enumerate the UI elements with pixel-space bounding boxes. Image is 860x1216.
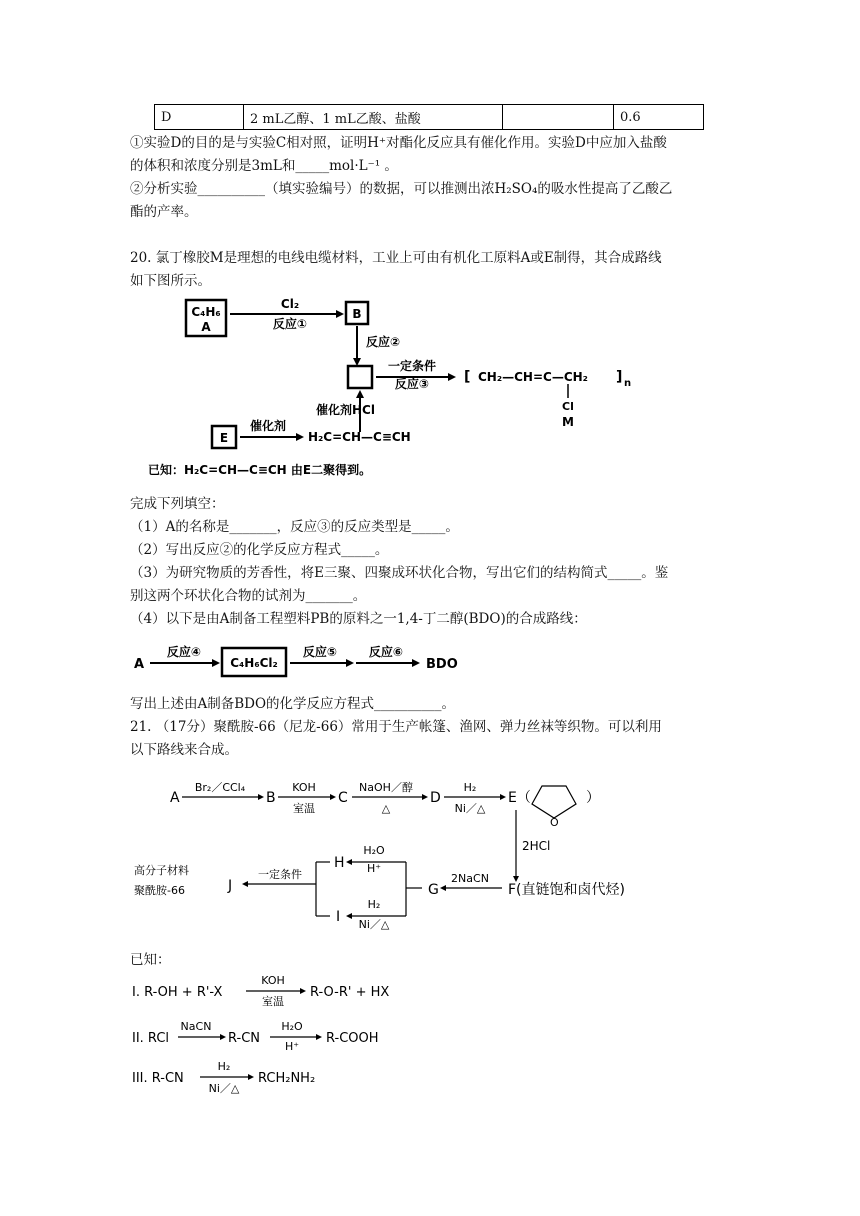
label-d: D [430, 790, 441, 806]
table-row [155, 105, 704, 130]
q21-known: 已知： [130, 952, 171, 968]
condition-label: 一定条件 [387, 359, 437, 373]
reagent-label: 2HCl [522, 839, 551, 853]
condition-label: Ni／△ [208, 1082, 240, 1095]
reaction-label: 反应⑤ [302, 645, 338, 659]
reaction-label: 反应⑥ [368, 645, 404, 659]
condition-label: △ [381, 802, 391, 815]
label-e: E [219, 431, 229, 445]
q20-synthesis-diagram [130, 290, 690, 490]
label-c: C [338, 790, 348, 806]
subscript-n: n [624, 378, 632, 389]
condition-label: 室温 [293, 802, 315, 815]
q20-intro: 20. 氯丁橡胶M是理想的电线电缆材料，工业上可由有机化工原料A或E制得，其合成路线 [130, 250, 662, 266]
reagent-label: 2NaCN [451, 872, 489, 885]
q20-text: 别这两个环状化合物的试剂为_______。 [130, 588, 367, 604]
q20-intro: 如下图所示。 [130, 273, 211, 289]
q21-intro: 21. （17分）聚酰胺-66（尼龙-66）常用于生产帐篷、渔网、弹力丝袜等织物。可以利用 [130, 719, 662, 735]
q20-text: （2）写出反应②的化学反应方程式_____。 [130, 542, 389, 558]
intermediate-formula: C₄H₆Cl₂ [230, 656, 278, 670]
label-a: A [170, 790, 180, 806]
vinylacetylene-formula: H₂C=CH—C≡CH [308, 430, 411, 444]
reaction-product: RCH₂NH₂ [258, 1071, 316, 1086]
diagram-text: ] [616, 369, 623, 385]
label-b: B [266, 790, 276, 806]
condition-label: 室温 [262, 995, 284, 1008]
condition-label: Ni／△ [358, 918, 390, 931]
reagent-label: NaCN [180, 1020, 212, 1033]
q20-text: （1）A的名称是_______，反应③的反应类型是_____。 [130, 519, 459, 535]
label-b: B [352, 307, 362, 321]
reagent-label: KOH [292, 781, 316, 794]
oxygen-label: O [550, 816, 559, 829]
q20-text: （3）为研究物质的芳香性，将E三聚、四聚成环状化合物，写出它们的结构简式_____。鉴 [130, 565, 669, 581]
polymer-formula: CH₂—CH=C—CH₂ [478, 370, 588, 384]
product-label: 高分子材料 [134, 864, 189, 877]
reagent-label: Cl₂ [280, 297, 300, 311]
label-j: J [228, 878, 233, 894]
table-cell [503, 105, 614, 130]
label-h: H [334, 855, 345, 871]
reagent-label: Br₂／CCl₄ [194, 781, 246, 794]
known-reactions [130, 970, 550, 1100]
table-cell: 2 mL乙醇、1 mL乙酸、盐酸 [244, 105, 503, 130]
reaction-label: 反应① [272, 317, 308, 331]
reaction-reactants: III. R-CN [132, 1071, 184, 1086]
formula-a: C₄H₆ [191, 305, 221, 319]
experiment-table [154, 104, 704, 130]
q19-text: ①实验D的目的是与实验C相对照，证明H⁺对酯化反应具有催化作用。实验D中应加入盐酸 [130, 135, 667, 151]
catalyst-label: 催化剂 [249, 419, 287, 433]
reagent-label: H₂O [363, 844, 385, 857]
label-m: M [562, 415, 574, 429]
reagent-label: NaOH／醇 [359, 781, 413, 794]
bracket: ） [586, 790, 600, 806]
chlorine-label: Cl [562, 400, 574, 413]
label-a: A [134, 657, 145, 672]
reagent-label: H₂ [463, 781, 477, 794]
reaction-label: 反应④ [166, 645, 202, 659]
reaction-product: R-COOH [326, 1031, 379, 1046]
q20-text: 写出上述由A制备BDO的化学反应方程式__________。 [130, 696, 456, 712]
label-a: A [201, 320, 211, 334]
table-cell: 0.6 [614, 105, 704, 130]
q19-text: ②分析实验__________（填实验编号）的数据，可以推测出浓H₂SO₄的吸水性提高了乙酸乙 [130, 181, 673, 197]
label-bdo: BDO [426, 657, 458, 672]
reagent-label: H₂ [217, 1060, 231, 1073]
label-f: F(直链饱和卤代烃) [508, 882, 625, 898]
reaction-reactants: I. R-OH + R'-X [132, 985, 223, 1000]
q19-text: 的体积和浓度分别是3mL和_____mol·L⁻¹ 。 [130, 158, 398, 174]
product-label: 聚酰胺-66 [134, 884, 185, 897]
condition-label: Ni／△ [454, 802, 486, 815]
reagent-label: KOH [261, 974, 285, 987]
q19-text: 酯的产率。 [130, 204, 198, 220]
reaction-intermediate: R-CN [228, 1031, 260, 1046]
known-note: 已知：H₂C=CH—C≡CH 由E二聚得到。 [148, 463, 372, 477]
reaction-reactants: II. RCl [132, 1031, 170, 1046]
bdo-route-diagram [130, 632, 490, 682]
condition-label: H⁺ [366, 862, 382, 875]
condition-label: 一定条件 [258, 868, 302, 881]
q20-text: 完成下列填空： [130, 496, 225, 512]
condition-label: H⁺ [284, 1040, 300, 1053]
q21-intro: 以下路线来合成。 [130, 742, 238, 758]
reaction-label: 反应③ [394, 377, 430, 391]
reagent-label: H₂O [281, 1020, 303, 1033]
catalyst-label: 催化剂HCl [316, 403, 375, 417]
reagent-label: H₂ [367, 898, 381, 911]
reaction-product: R-O-R' + HX [310, 985, 390, 1000]
q20-text: （4）以下是由A制备工程塑料PB的原料之一1,4-丁二醇(BDO)的合成路线： [130, 611, 587, 627]
table-cell: D [155, 105, 244, 130]
reaction-label: 反应② [366, 335, 401, 349]
q21-synthesis-diagram [130, 770, 690, 940]
label-e: E（ [508, 790, 531, 806]
label-i: I [336, 909, 341, 925]
label-g: G [428, 882, 439, 898]
diagram-text: [ [464, 369, 471, 385]
